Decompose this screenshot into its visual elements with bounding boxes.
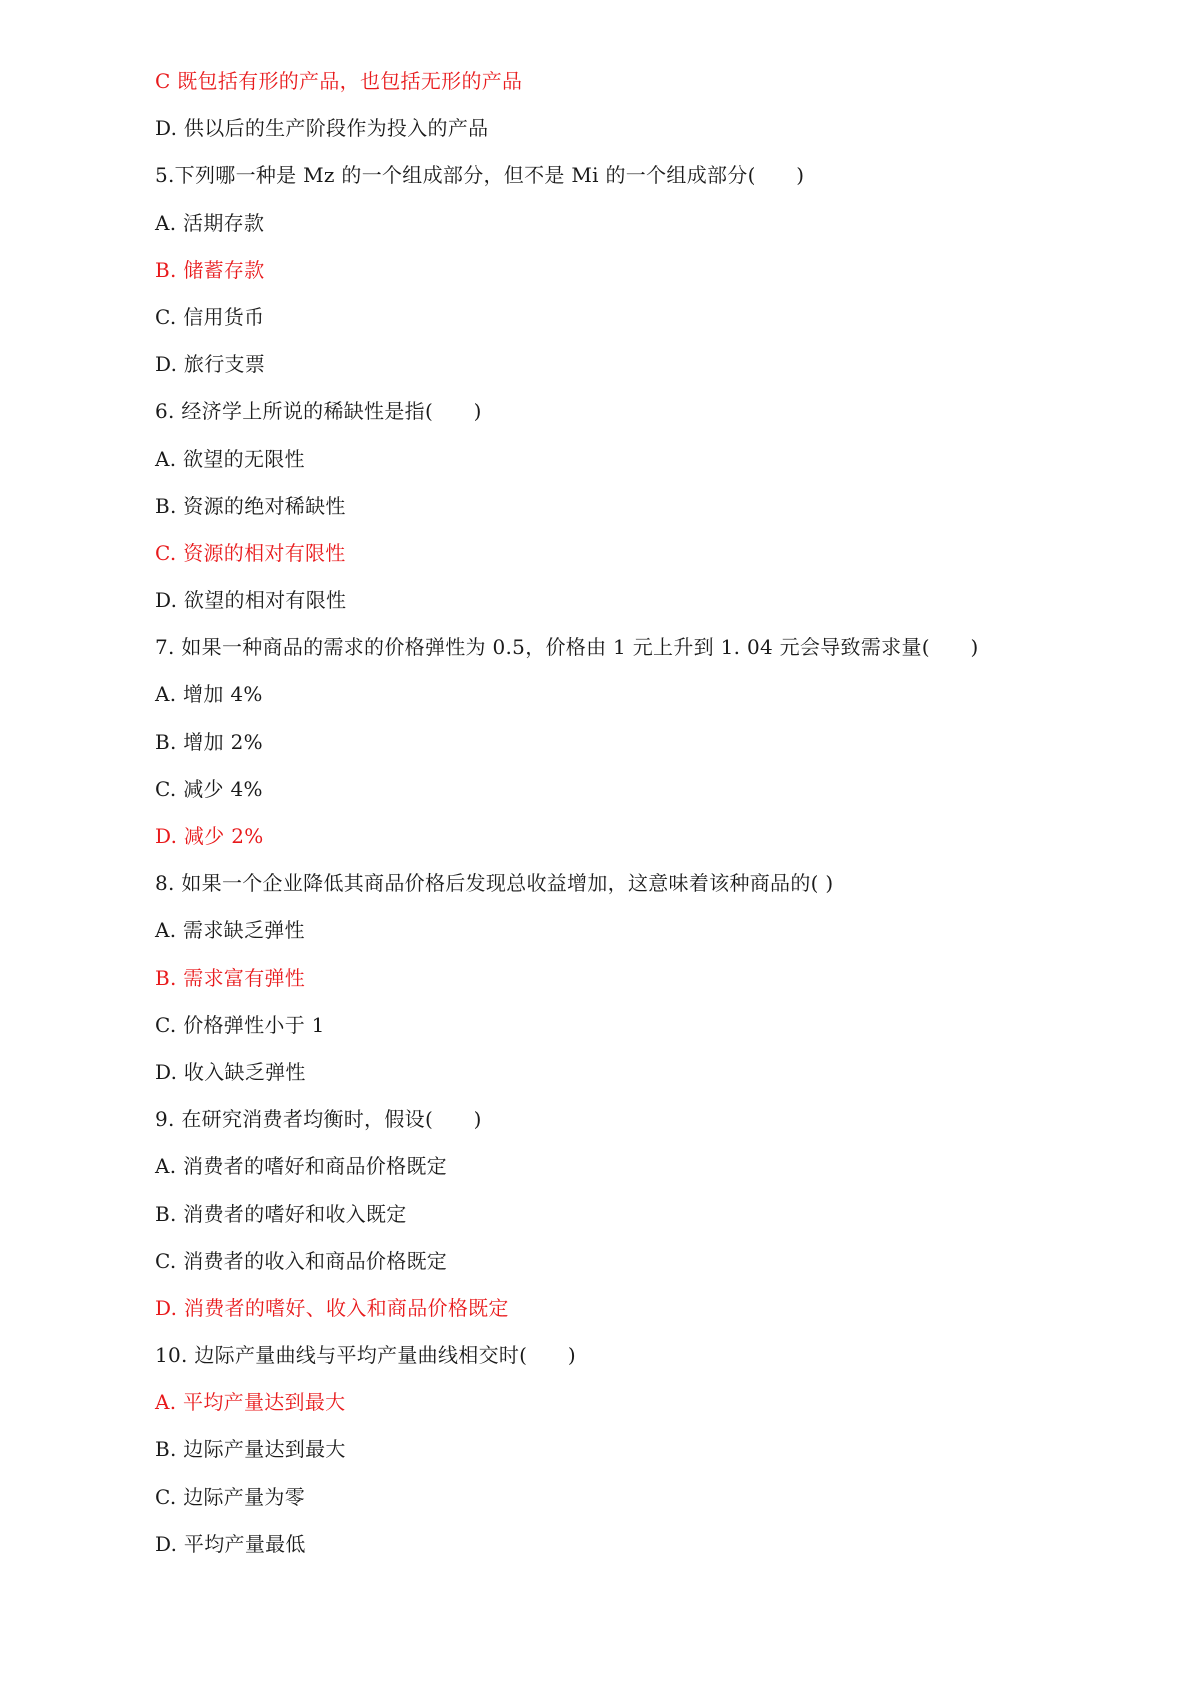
option-line: B. 增加 2% (155, 729, 263, 754)
option-line: A. 消费者的嗜好和商品价格既定 (155, 1154, 447, 1179)
question-line: 9. 在研究消费者均衡时，假设( ) (155, 1107, 482, 1132)
answer-option-line: B. 需求富有弹性 (155, 965, 306, 990)
answer-option-line: C 既包括有形的产品，也包括无形的产品 (155, 69, 523, 93)
question-line: 10. 边际产量曲线与平均产量曲线相交时( ) (155, 1343, 576, 1368)
option-line: B. 资源的绝对稀缺性 (155, 493, 346, 518)
option-line: C. 消费者的收入和商品价格既定 (155, 1248, 448, 1273)
question-list (155, 63, 1135, 1573)
option-line: A. 需求缺乏弹性 (155, 918, 305, 943)
option-line: A. 活期存款 (155, 210, 265, 235)
answer-option-line: D. 减少 2% (155, 824, 264, 848)
question-line: 6. 经济学上所说的稀缺性是指( ) (155, 399, 482, 424)
option-line: D. 收入缺乏弹性 (155, 1059, 306, 1084)
question-line: 5.下列哪一种是 Mz 的一个组成部分，但不是 Mi 的一个组成部分( ) (155, 163, 805, 188)
answer-option-line: D. 消费者的嗜好、收入和商品价格既定 (155, 1295, 509, 1320)
question-line: 7. 如果一种商品的需求的价格弹性为 0.5，价格由 1 元上升到 1. 04 元会导致需求量( ) (155, 635, 979, 660)
question-line: 8. 如果一个企业降低其商品价格后发现总收益增加，这意味着该种商品的( ) (155, 871, 834, 896)
answer-option-line: B. 储蓄存款 (155, 257, 265, 282)
option-line: C. 价格弹性小于 1 (155, 1012, 325, 1037)
option-line: A. 欲望的无限性 (155, 446, 305, 471)
option-line: D. 欲望的相对有限性 (155, 588, 347, 613)
option-line: C. 信用货币 (155, 304, 265, 329)
option-line: B. 边际产量达到最大 (155, 1437, 346, 1462)
answer-option-line: C. 资源的相对有限性 (155, 540, 346, 565)
option-line: C. 边际产量为零 (155, 1484, 306, 1509)
answer-option-line: A. 平均产量达到最大 (155, 1390, 346, 1415)
option-line: D. 供以后的生产阶段作为投入的产品 (155, 116, 489, 141)
option-line: D. 旅行支票 (155, 352, 266, 377)
option-line: A. 增加 4% (155, 682, 263, 707)
option-line: B. 消费者的嗜好和收入既定 (155, 1201, 407, 1226)
option-line: D. 平均产量最低 (155, 1531, 306, 1556)
option-line: C. 减少 4% (155, 776, 263, 801)
